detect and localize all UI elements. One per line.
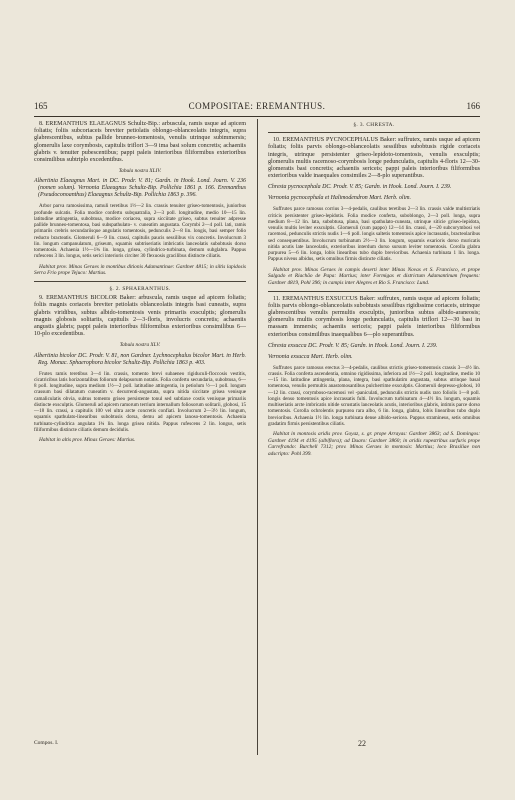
species-description: Arbor parva ramosissima, ramuli teretibus 1½—2 lin. crassis tenuiter griseo-tomentosis, juniorbus profunde sulcatis. Folia modice confertu subquatralia, 2—3 poll. longitudine, medio 10—15 lin. latitudine attingentia, subobtusa, modice coriacea, supra sicciitate griseo, subtus tenuiter adpresse pallide brunneo-tomentosa, basi subspathulato- v. cuneatim angustata. Corymbi 2—4 poll. lati, ramis primariis crebris secundariisque angulatis tomentosis, pedunculis 2—8 lin. longis, basi semper folio reducto bracteatis. Glomeruli 6—9 lin. crassi, capitulis paucis sessilibus vix concretis. Involucrum 3 lin. longum campanulatum, griseum, squamis subtriseriatis imbricatis lanceolatis subobtusis dorso tomentosis. Achaenia 1½—1¾ lin. longa, grisea, cylindrico-turbinata, demum subglabra. Pappus rufescens 3 lin. longus, setis serici interioris circiter 30 flexuosis gracilibus distincte ciliatis. <box>34 203 246 260</box>
synonymy: Albertinia Elaeagnus Mart. in DC. Prodr. V. 81; Gardn. in Hook. Lond. Journ. V. 236 (nomen solum). Vernonia Elaeagnus Schultz-Bip. Pollichia 1861 p. 166. Eremanthus (Pseudoconoanthus) Elaeagnus Schultz-Bip. Pollichia 1863 p. 396. <box>34 178 246 199</box>
right-column <box>268 119 480 462</box>
habitat-note: Habitat prov. Minas Geraes in montibus ditionis Adamantinae: Gardner 4815; in siltis lapidosis Serra Frio prope Tejuco: Martius. <box>34 263 246 277</box>
section-heading: §. 2. SPHAERANTHUS. <box>109 285 171 292</box>
gathering-number: 22 <box>358 739 366 748</box>
species-description: Suffrutex parce ramosus erectus 3—4-pedalis, caulibus strictis griseo-tomentosis crassis 3—4½ lin. crassis. Folia conferta ascendentia, omnino rigidissima, inferiora ad 1½—2 poll. longitudine, medio 10—15 lin. latitudine attingentia, plana, integra, basi spathulatim angustata, subtus utrinque basal tomentosa, venulis permultis anastomosantibus pulcherrime exsculptis. Glomeruli depresso-globosi, 10—12 lin. crassi, corymboso-racemosi vel -paniculati, pedunculis strictis nudis raro foliolis 1—8 poll. longis denso tomentosis apice incrassatis fulti. Involucrum turbinatum 4—4½ lin. longum, squamis multiseriatis arcte imbricatis nitide scrustatis lanceolatis acutis, interioribus glabris, intimis parce dorso tomentosis. Corolla ochrolentis purpurea rara albo, 6 lin. longa, glabra, lobis linearibus tubo duplo brevioribus. Achaenia 1½ lin. longa turbinata dense albido-sericea. Pappus stramineus, setis omnibus gradatim firmis persistentibus ciliatis. <box>268 364 480 427</box>
species-rule <box>268 291 480 292</box>
synonymy: Chresta pycnocephala DC. Prodr. V. 85; Gardn. in Hook. Lond. Journ. I. 239. <box>268 184 452 191</box>
species-diagnosis: 8. EREMANTHUS ELAEAGNUS Schultz-Bip.: arbuscula, ramis usque ad apicem foliatis; foliis subcoriaceis breviter petiolatis oblongo-oblanceolatis integris, supra glabrescentibus, subtus pallide brunneo-tomentosis, venulis utrinque subimmersis; glomerulis laxe corymbosis, capitulis triflori 3—9 ima basi solum concretis; achaeniis glabris v. tenuiter pubescentibus; pappi paleis interioribus filiformibus exterioribus consimilibus subtriplo excedentibus. <box>34 121 246 164</box>
synonymy: Vernonia exsucca Mart. Herb. olim. <box>268 353 353 360</box>
habitat-note: Habitat in montosis aridis prov. Goyaz, s. gr. prope Arrayas: Gardner 3863; ad S. Domingos: Gardner 4194 et 4195 (albiflora); ad Duaro: Gardner 3860; in aridis rupestribus surfuris prope Carrefrando: Burchell 7312; prov. Minas Geraes in montosis: Martius; loco Brasiliae non adscripto: Pohl 399. <box>268 431 480 457</box>
left-column <box>34 119 246 448</box>
synonymy: Vernonia pycnocephala et Halimodendron Mart. Herb. olim. <box>268 195 411 202</box>
running-title: COMPOSITAE: EREMANTHUS. <box>188 101 326 111</box>
page-number-right: 166 <box>466 101 480 111</box>
header-rule <box>34 116 480 117</box>
section-heading: §. 3. CHRESTA. <box>353 122 395 128</box>
habitat-note: Habitat prov. Minas Geraes in campis deserti inter Minas Novas et S. Francisco, et prope Salgado et Riachão de Papa: Martius; inter Formigas et districtum Adamantinum frequens: Gardner 4819, Pohl 396; in campis inter Alegres et Rio S. Francisco: Lund. <box>268 266 480 286</box>
section-rule <box>268 132 480 133</box>
species-description: Suffrutex parce ramosus corrius 3—4-pedalis, caulibus teretibus 2—3 lin. crassis valde multistriatis criticis persistenter griseo-lepidotis. Folia modice conferta, suboblongo, 2—3 poll. longa, supra medium 8—12 lin. lata, subobtusa, plana, basi spathulato-cuneata, utrinque siticie griseo-lepidota, venulis multis leviter exsculptis. Glomeruli (cum pappo) 12—14 lin. crassi, 4—20 subcorymbosi vel racemosi, pedunculis strictis nudis 1—6 poll. longis saltetis tomentosis apice incrassatis, bracteolaribus sed consequentibus. Involucrum turbinatum 2½—3 lin. longum, squamis exarioris dorso muricatis nitida acutis late lanceolatis, exterioribus interdum dorso sursum leviter tomentosis. Corolla glabra purpurea 5—6 lin. longa, lobis linearibus tubo duplo brevioribus. Achaenia turbinata 1 lin. longa. Pappus niveus albidus, setis omnibus firmis distincte ciliatis. <box>268 206 480 263</box>
species-diagnosis: 11. EREMANTHUS EXSUCCUS Baker: suffrutex, ramis usque ad apicem foliatis; foliis parvis oblongo-oblanceolatis subobtusis sessilibus rigidissime coriaceis, utrinque glabrescentibus venulis permultis exsculptis, junioribus subtus albido-araneosis; glomerulis multis corymbosis longe pedunculatis, capitulis triflori 12—30 basi in massam immersis; achaeniis sericeis; pappi paleis interioribus filiformibus exterioribus consimilibus inaequalibus 6—plo superantibus. <box>268 295 480 338</box>
synonymy: Albertinia bicolor DC. Prodr. V. 81, non Gardner. Lychnocephalus bicolor Mart. in Herb. Reg. Monac. Sphaerophora bicolor Schultz-Bip. Pollichia 1863 p. 403. <box>34 352 246 366</box>
page-number-left: 165 <box>34 101 48 111</box>
species-diagnosis: 9. EREMANTHUS BICOLOR Baker: arbuscula, ramis usque ad apicem foliatis; foliis magnis coriaceis breviter petiolatis oblanceolatis integris basi cuneatis, supra glabris viridibus, subtus albido-tomentosis venis primariis exsculptis; glomerulis magnis globosis solitariis, capitulis 2—3-floris, involucris concretis; achaeniis angustis glabris; pappi paleis interioribus filiformibus exterioribus consimilibus 6—10-plo excedentibus. <box>34 295 246 338</box>
section-rule <box>34 281 246 282</box>
column-divider <box>257 119 258 755</box>
running-header <box>34 101 480 115</box>
species-diagnosis: 10. EREMANTHUS PYCNOCEPHALUS Baker: suffrutex, ramis usque ad apicem foliatis; foliis parvis oblongo-oblanceolatis sessilibus subobtusis rigide coriaceis integris, utrinque persistenter griseo-lepidoto-tomentosis, venulis exsculptis; glomerulis multis racemoso-corymbosis longe pedunculatis, capitulis 4-floris 12—30-glomeratis basi concretis; achaeniis sericeis; pappi paleis interioribus filiformibus exterioribus valde inaequales consimiles 2—8-plo superantibus. <box>268 137 480 180</box>
habitat-note: Habitat in altis prov. Minas Geraes: Martius. <box>39 437 136 444</box>
plate-reference: Tabula nostra XLV. <box>119 342 161 349</box>
synonymy: Chresta exsucca DC. Prodr. V. 85; Gardn. in Hook. Lond. Journ. I. 239. <box>268 342 438 349</box>
plate-reference: Tabula nostra XLIV. <box>118 168 162 175</box>
species-description: Frutex ramis teretibus 3—4 lin. crassis, tomento brevi subaeneo rigiduculi-floccosis vestitis, cicatricibus latis horizontalibus foliorum delapsorum notatis. Folia confertu secundaria, subobtusa, 6—8 poll. longitudine, supra medium 1½—2 poll. latitudine attingentia, in petiolum ½—1 poll. longum crassum basi dilatatum cuneatim v. decurrenti-angustata, supra nitida siccitate grisea venisque camaliculatis obvia, subtus tomento griseo persistente tonul sed subtiaxe costis venisque primariis distincte exsculptis. Glomeruli ad apicem ramorum terrium internallum foliosorum solitarii, globosi, 15—18 lin. crassi, a capitulis 100 vel ultra arcte concretis confiati. Involucrum 2—3½ lin. longum, squamis spathulato-linearibus subobtusis dorsa, demu ad apicem lanoso-tomentosis. Achaenia turbinato-cylindrica angulata 1¾ lin. longa grisea nitida. Pappus rufescens 2 lin. longus, setis filiformibus distincte ciliatis demum decidulis. <box>34 370 246 433</box>
signature-mark: Compos. I. <box>34 740 59 746</box>
